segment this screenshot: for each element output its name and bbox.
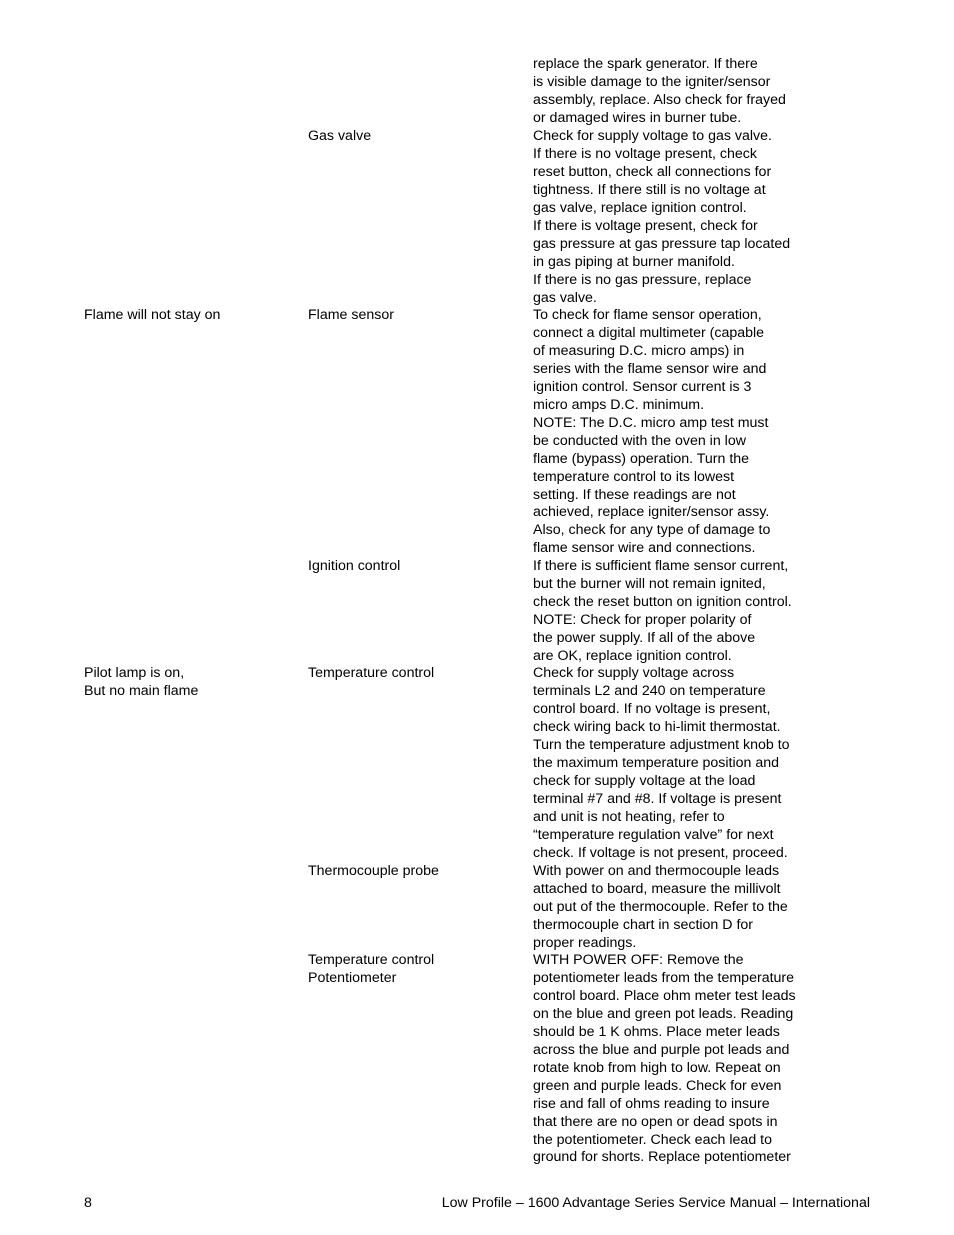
remedy-line: flame sensor wire and connections.: [533, 540, 756, 557]
remedy-line: gas valve, replace ignition control.: [533, 199, 747, 216]
page-number: 8: [84, 1195, 92, 1211]
remedy-line: NOTE: Check for proper polarity of: [533, 611, 752, 628]
remedy-line: terminal #7 and #8. If voltage is present: [533, 790, 782, 807]
remedy-line: tightness. If there still is no voltage at: [533, 181, 766, 198]
remedy-line: control board. Place ohm meter test leads: [533, 987, 796, 1004]
remedy-cell-gas-valve: [533, 128, 933, 308]
remedy-line: WITH POWER OFF: Remove the: [533, 952, 744, 968]
cause-cell-temperature-control: [308, 665, 523, 683]
remedy-line: across the blue and purple pot leads and: [533, 1041, 790, 1058]
remedy-line: reset button, check all connections for: [533, 163, 772, 180]
remedy-line: connect a digital multimeter (capable: [533, 324, 765, 341]
remedy-line: attached to board, measure the millivolt: [533, 880, 781, 897]
remedy-line: the power supply. If all of the above: [533, 629, 756, 646]
remedy-line: check. If voltage is not present, proceed.: [533, 844, 788, 861]
remedy-line: “temperature regulation valve” for next: [533, 826, 774, 843]
remedy-line: Turn the temperature adjustment knob to: [533, 736, 790, 753]
cause-cell-ignition-control: [308, 558, 523, 576]
remedy-line: If there is no gas pressure, replace: [533, 271, 752, 288]
remedy-line: be conducted with the oven in low: [533, 432, 746, 449]
remedy-line: green and purple leads. Check for even: [533, 1077, 782, 1094]
remedy-line: should be 1 K ohms. Place meter leads: [533, 1023, 780, 1040]
remedy-cell-temperature-control: [533, 665, 933, 862]
remedy-line: are OK, replace ignition control.: [533, 647, 732, 664]
cause-line: Temperature control: [308, 952, 435, 968]
symptom-cell-flame-will-not-stay-on: [84, 307, 299, 325]
remedy-line: NOTE: The D.C. micro amp test must: [533, 414, 769, 431]
remedy-line: terminals L2 and 240 on temperature: [533, 682, 766, 699]
footer-title: Low Profile – 1600 Advantage Series Service Manual – International: [441, 1195, 870, 1211]
remedy-line: replace the spark generator. If there: [533, 56, 758, 72]
remedy-line: in gas piping at burner manifold.: [533, 253, 735, 270]
cause-line: Ignition control: [308, 558, 401, 574]
remedy-cell-flame-sensor: [533, 307, 933, 558]
remedy-line: or damaged wires in burner tube.: [533, 109, 742, 126]
remedy-cell-ignition-control: [533, 558, 933, 666]
cause-cell-gas-valve: [308, 128, 523, 146]
remedy-line: Also, check for any type of damage to: [533, 522, 771, 539]
symptom-line: Pilot lamp is on,: [84, 665, 185, 681]
remedy-line: thermocouple chart in section D for: [533, 916, 754, 933]
remedy-line: of measuring D.C. micro amps) in: [533, 342, 745, 359]
cause-line: Temperature control: [308, 665, 435, 681]
remedy-line: assembly, replace. Also check for frayed: [533, 91, 786, 108]
remedy-line: Check for supply voltage across: [533, 665, 735, 681]
remedy-line: flame (bypass) operation. Turn the: [533, 450, 750, 467]
remedy-line: and unit is not heating, refer to: [533, 808, 725, 825]
remedy-line: control board. If no voltage is present,: [533, 700, 771, 717]
remedy-line: micro amps D.C. minimum.: [533, 396, 705, 413]
remedy-line: achieved, replace igniter/sensor assy.: [533, 504, 770, 521]
remedy-line: check for supply voltage at the load: [533, 772, 756, 789]
remedy-line: proper readings.: [533, 934, 637, 951]
symptom-line: Flame will not stay on: [84, 307, 221, 323]
remedy-line: on the blue and green pot leads. Reading: [533, 1005, 794, 1022]
remedy-line: rise and fall of ohms reading to insure: [533, 1095, 770, 1112]
remedy-line: setting. If these readings are not: [533, 486, 736, 503]
remedy-line: With power on and thermocouple leads: [533, 863, 780, 879]
cause-line: Flame sensor: [308, 307, 394, 323]
remedy-line: If there is sufficient flame sensor current,: [533, 558, 789, 574]
cause-line: Thermocouple probe: [308, 863, 439, 879]
cause-cell-thermocouple-probe: [308, 863, 523, 881]
remedy-line: the potentiometer. Check each lead to: [533, 1131, 772, 1148]
symptom-line: But no main flame: [84, 682, 199, 699]
remedy-line: that there are no open or dead spots in: [533, 1113, 778, 1130]
cause-cell-temperature-control-potentiometer: [308, 952, 523, 988]
remedy-line: gas valve.: [533, 289, 597, 306]
remedy-line: ground for shorts. Replace potentiometer: [533, 1149, 791, 1166]
cause-line: Potentiometer: [308, 969, 397, 986]
symptom-cell-pilot-lamp-on: [84, 665, 299, 701]
remedy-cell-continued: [533, 56, 933, 128]
remedy-line: but the burner will not remain ignited,: [533, 575, 766, 592]
remedy-line: the maximum temperature position and: [533, 754, 780, 771]
remedy-line: series with the flame sensor wire and: [533, 360, 767, 377]
remedy-line: potentiometer leads from the temperature: [533, 969, 795, 986]
remedy-line: To check for flame sensor operation,: [533, 307, 762, 323]
cause-cell-flame-sensor: [308, 307, 523, 325]
remedy-line: Check for supply voltage to gas valve.: [533, 128, 772, 144]
remedy-line: temperature control to its lowest: [533, 468, 735, 485]
remedy-line: check the reset button on ignition control.: [533, 593, 792, 610]
remedy-line: ignition control. Sensor current is 3: [533, 378, 752, 395]
remedy-line: If there is voltage present, check for: [533, 217, 758, 234]
cause-line: Gas valve: [308, 128, 372, 144]
remedy-line: rotate knob from high to low. Repeat on: [533, 1059, 781, 1076]
remedy-line: out put of the thermocouple. Refer to the: [533, 898, 788, 915]
remedy-line: check wiring back to hi-limit thermostat.: [533, 718, 781, 735]
remedy-line: gas pressure at gas pressure tap located: [533, 235, 791, 252]
remedy-cell-potentiometer: [533, 952, 933, 1167]
remedy-line: is visible damage to the igniter/sensor: [533, 73, 771, 90]
remedy-cell-thermocouple-probe: [533, 863, 933, 953]
remedy-line: If there is no voltage present, check: [533, 145, 757, 162]
